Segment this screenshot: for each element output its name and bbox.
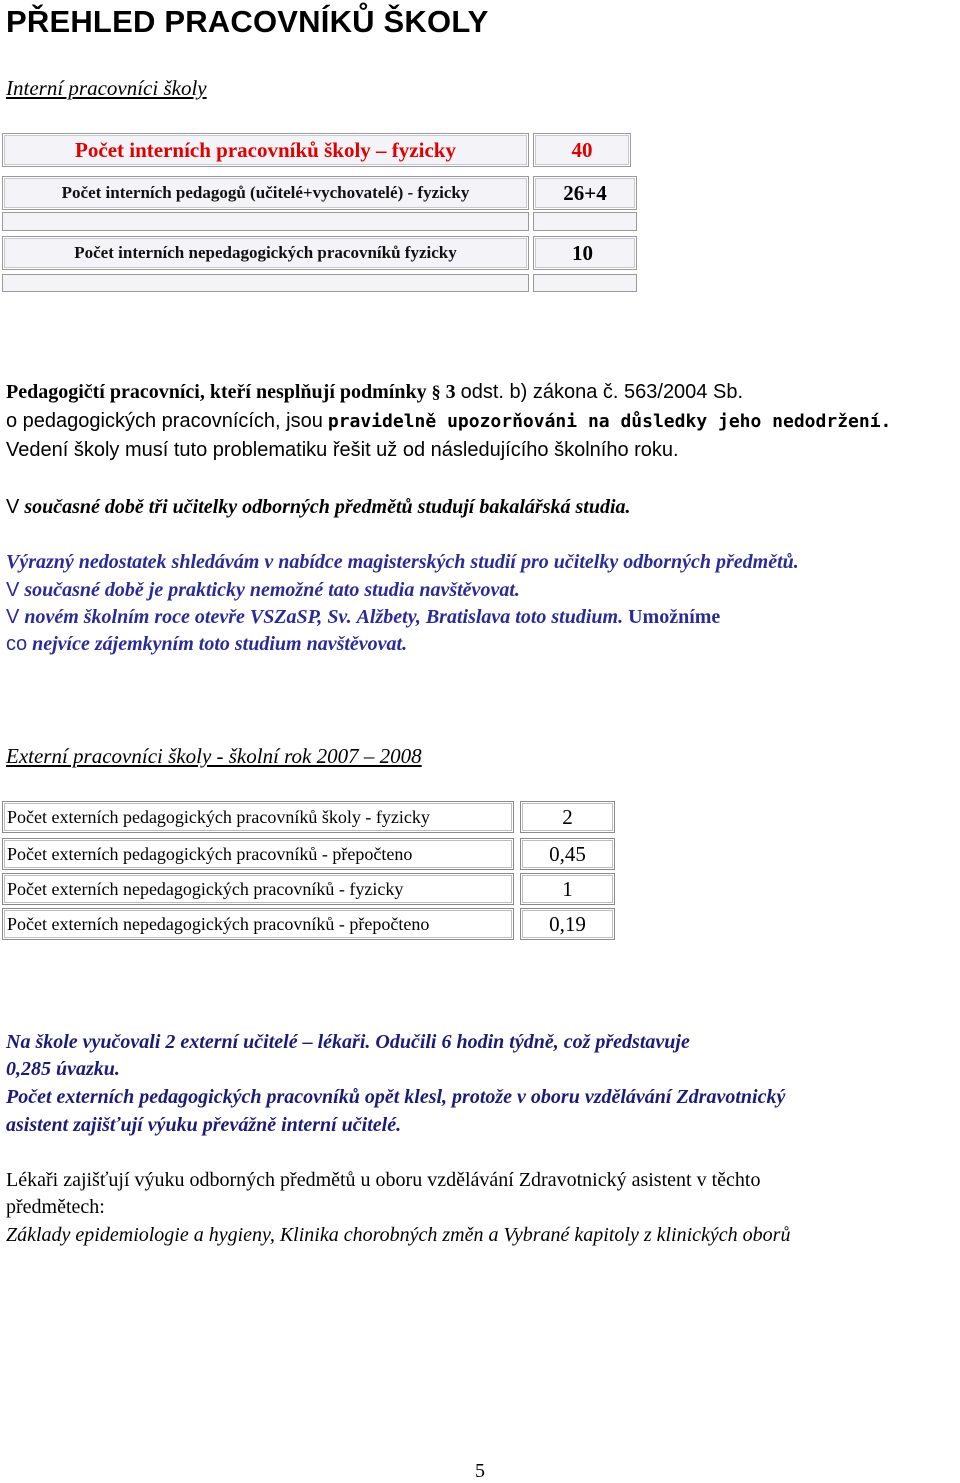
text-span: V bbox=[6, 606, 20, 628]
internal-heading: Interní pracovníci školy bbox=[6, 76, 207, 100]
internal-pedagogues-value: 26+4 bbox=[533, 176, 637, 210]
internal-total-label: Počet interních pracovníků školy – fyzicky bbox=[2, 133, 529, 167]
text-span: V bbox=[6, 496, 20, 518]
text-span: novém školním roce otevře VSZaSP, bbox=[24, 606, 323, 628]
table-spacer-cell bbox=[533, 274, 637, 292]
text-span: nejvíce zájemkyním toto studium navštěvovat. bbox=[32, 633, 408, 655]
paragraph-line: Počet externích pedagogických pracovníků opět klesl, protože v oboru vzdělávání Zdravotnický bbox=[6, 1086, 786, 1108]
section-sign: § bbox=[431, 382, 441, 402]
text-span: pravidelně upozorňováni na důsledky jeho nedodržení. bbox=[327, 411, 892, 432]
text-span: Alžbety, Bratislava toto studium. bbox=[356, 606, 624, 628]
text-span: 3 bbox=[445, 381, 456, 403]
paragraph-line: Základy epidemiologie a hygieny, Klinika chorobných změn a Vybrané kapitoly z klinických oborů bbox=[6, 1224, 791, 1246]
table-spacer-cell bbox=[2, 212, 529, 231]
text-span: V bbox=[6, 579, 20, 601]
external-row-label: Počet externích pedagogických pracovníků - přepočteno bbox=[2, 838, 514, 870]
page-title: PŘEHLED PRACOVNÍKŮ ŠKOLY bbox=[6, 4, 489, 39]
paragraph-line: Výrazný nedostatek shledávám v nabídce magisterských studií pro učitelky odborných předmětů. bbox=[6, 551, 799, 573]
external-row-label: Počet externích nepedagogických pracovníků - fyzicky bbox=[2, 873, 514, 905]
text-span: o pedagogických pracovnících, jsou bbox=[6, 410, 323, 432]
external-heading: Externí pracovníci školy - školní rok 2007 – 2008 bbox=[6, 744, 422, 768]
internal-total-value: 40 bbox=[533, 133, 631, 167]
text-span: co bbox=[6, 633, 28, 655]
text-span: současné době je prakticky nemožné tato studia navštěvovat. bbox=[24, 579, 520, 601]
paragraph-line: asistent zajišťují výuku převážně interní učitelé. bbox=[6, 1114, 402, 1136]
paragraph-line: Na škole vyučovali 2 externí učitelé – lékaři. Odučili 6 hodin týdně, což představuje bbox=[6, 1031, 690, 1053]
external-row-label: Počet externích nepedagogických pracovníků - přepočteno bbox=[2, 908, 514, 940]
paragraph-line: 0,285 úvazku. bbox=[6, 1058, 120, 1080]
external-row-value: 0,45 bbox=[520, 838, 615, 870]
external-row-label: Počet externích pedagogických pracovníků školy - fyzicky bbox=[2, 801, 514, 833]
paragraph-line bbox=[6, 496, 631, 519]
text-span: Sv. bbox=[327, 606, 352, 628]
internal-nonpedagogues-label: Počet interních nepedagogických pracovníků fyzicky bbox=[2, 236, 529, 270]
paragraph-line bbox=[6, 381, 743, 404]
text-span: Pedagogičtí pracovníci, kteří nesplňují podmínky bbox=[6, 381, 427, 403]
text-span: Umožníme bbox=[628, 606, 721, 628]
external-row-value: 1 bbox=[520, 873, 615, 905]
paragraph-line: předmětech: bbox=[6, 1196, 105, 1218]
paragraph-line bbox=[6, 410, 891, 433]
paragraph-line bbox=[6, 606, 720, 629]
external-row-value: 0,19 bbox=[520, 908, 615, 940]
paragraph-line: Lékaři zajišťují výuku odborných předmětů u oboru vzdělávání Zdravotnický asistent v těchto bbox=[6, 1169, 761, 1191]
text-span: současné době tři učitelky odborných předmětů studují bakalářská studia. bbox=[24, 496, 631, 518]
table-spacer-cell bbox=[2, 274, 529, 292]
paragraph-line bbox=[6, 579, 520, 602]
external-row-value: 2 bbox=[520, 801, 615, 833]
text-span: odst. b) zákona č. 563/2004 Sb. bbox=[460, 381, 744, 403]
internal-nonpedagogues-value: 10 bbox=[533, 236, 637, 270]
paragraph-line: Vedení školy musí tuto problematiku řešit už od následujícího školního roku. bbox=[6, 439, 679, 461]
table-spacer-cell bbox=[533, 212, 637, 231]
paragraph-line bbox=[6, 633, 407, 656]
page-number: 5 bbox=[475, 1460, 485, 1482]
internal-pedagogues-label: Počet interních pedagogů (učitelé+vychovatelé) - fyzicky bbox=[2, 176, 529, 210]
